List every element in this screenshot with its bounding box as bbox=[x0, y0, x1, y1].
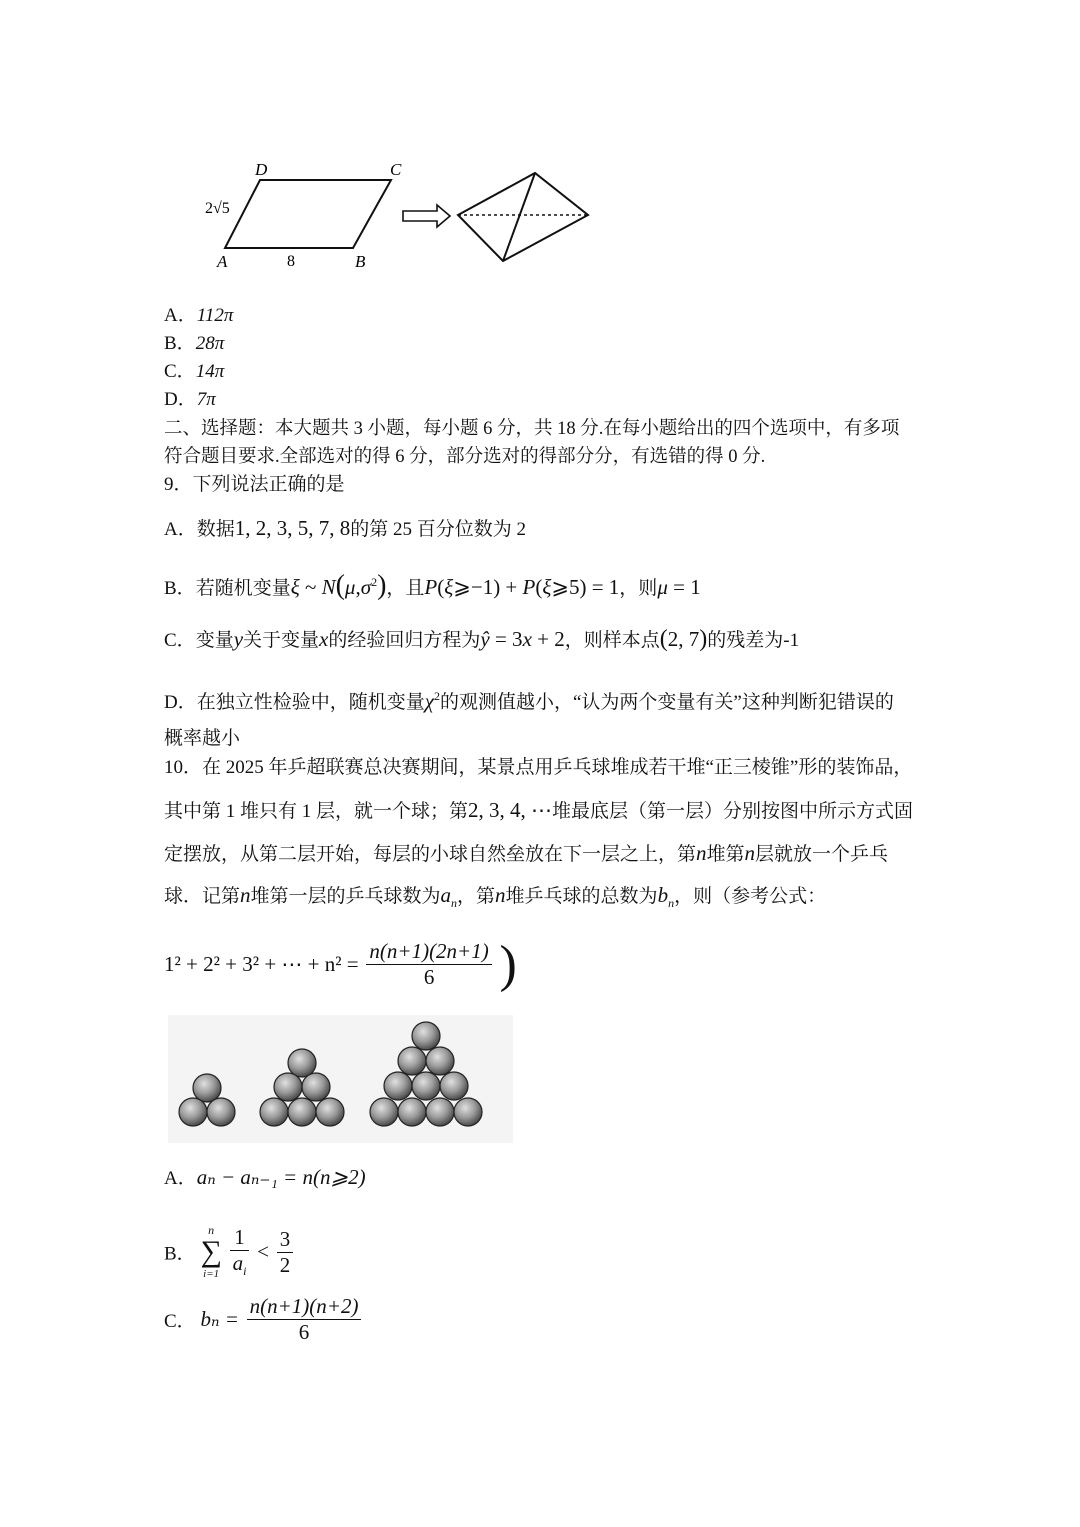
q10-line4: 球．记第n堆第一层的乒乓球数为$a_n$，第n堆乒乓球的总数为$b_n$，则（参考公式： bbox=[164, 883, 827, 911]
q10-formula: 1² + 2² + 3² + ⋯ + n² = $\frac{n(n+1)(2n+1)}{6}$ ) bbox=[164, 936, 517, 993]
q10-line1: 10．在 2025 年乒超联赛总决赛期间，某景点用乒乓球堆成若干堆“正三棱锥”形的装饰品， bbox=[164, 757, 913, 778]
q8-option-d: D．7π bbox=[164, 389, 216, 410]
label-side: 2√5 bbox=[205, 200, 230, 217]
q10-option-a: A．aₙ − aₙ₋₁ = n(n⩾2) bbox=[164, 1165, 366, 1189]
q10-line3: 定摆放，从第二层开始，每层的小球自然垒放在下一层之上，第n堆第n层就放一个乒乓 bbox=[164, 841, 889, 865]
figure-ball-piles bbox=[168, 1015, 513, 1143]
tetrahedron-shape bbox=[458, 173, 588, 261]
q9-option-d: D．在独立性检验中，随机变量$\chi^2$的观测值越小，“认为两个变量有关”这种判断犯错误的 bbox=[164, 689, 894, 713]
q8-option-c: C．14π bbox=[164, 361, 225, 382]
parallelogram-diagram bbox=[165, 145, 635, 285]
q9-option-d-cont: 概率越小 bbox=[164, 728, 241, 749]
q8-option-a: A．112π bbox=[164, 305, 234, 326]
section2-line2: 符合题目要求.全部选对的得 6 分，部分选对的得部分分，有选错的得 0 分. bbox=[164, 447, 766, 467]
q9-stem: 9．下列说法正确的是 bbox=[164, 474, 345, 495]
q10-option-c: C． bₙ = $\frac{n(n+1)(n+2)}{6}$ bbox=[164, 1294, 364, 1345]
q9-option-c: C．变量y关于变量x的经验回归方程为ŷ = 3x + 2，则样本点(2, 7)的残差为-1 bbox=[164, 626, 800, 652]
parallelogram-shape bbox=[225, 180, 391, 248]
arrow-icon bbox=[403, 205, 450, 227]
figure-parallelogram bbox=[165, 145, 635, 285]
q9-option-a: A．数据1, 2, 3, 5, 7, 8的第 25 百分位数为 2 bbox=[164, 516, 527, 540]
label-base: 8 bbox=[287, 253, 295, 270]
q8-option-b: B．28π bbox=[164, 333, 225, 354]
label-D: D bbox=[255, 160, 268, 179]
section2-line1: 二、选择题：本大题共 3 小题，每小题 6 分，共 18 分.在每小题给出的四个选项中，有多项 bbox=[164, 419, 900, 439]
ball-piles-diagram bbox=[168, 1015, 513, 1143]
label-C: C bbox=[390, 160, 402, 179]
label-A: A bbox=[217, 252, 228, 271]
q10-line2: 其中第 1 堆只有 1 层，就一个球；第2, 3, 4, ⋯堆最底层（第一层）分别按图中所示方式固 bbox=[164, 798, 914, 822]
q10-option-b: B． n ∑ i=1 $\frac{1}{a_i}$ < $\frac{3}{2}$ bbox=[164, 1222, 296, 1282]
q9-option-b: B．若随机变量ξ ~ $N(\mu,\sigma^2)$，且P(ξ⩾−1) + P(ξ⩾5) = 1，则μ = 1 bbox=[164, 570, 701, 601]
label-B: B bbox=[355, 252, 366, 271]
